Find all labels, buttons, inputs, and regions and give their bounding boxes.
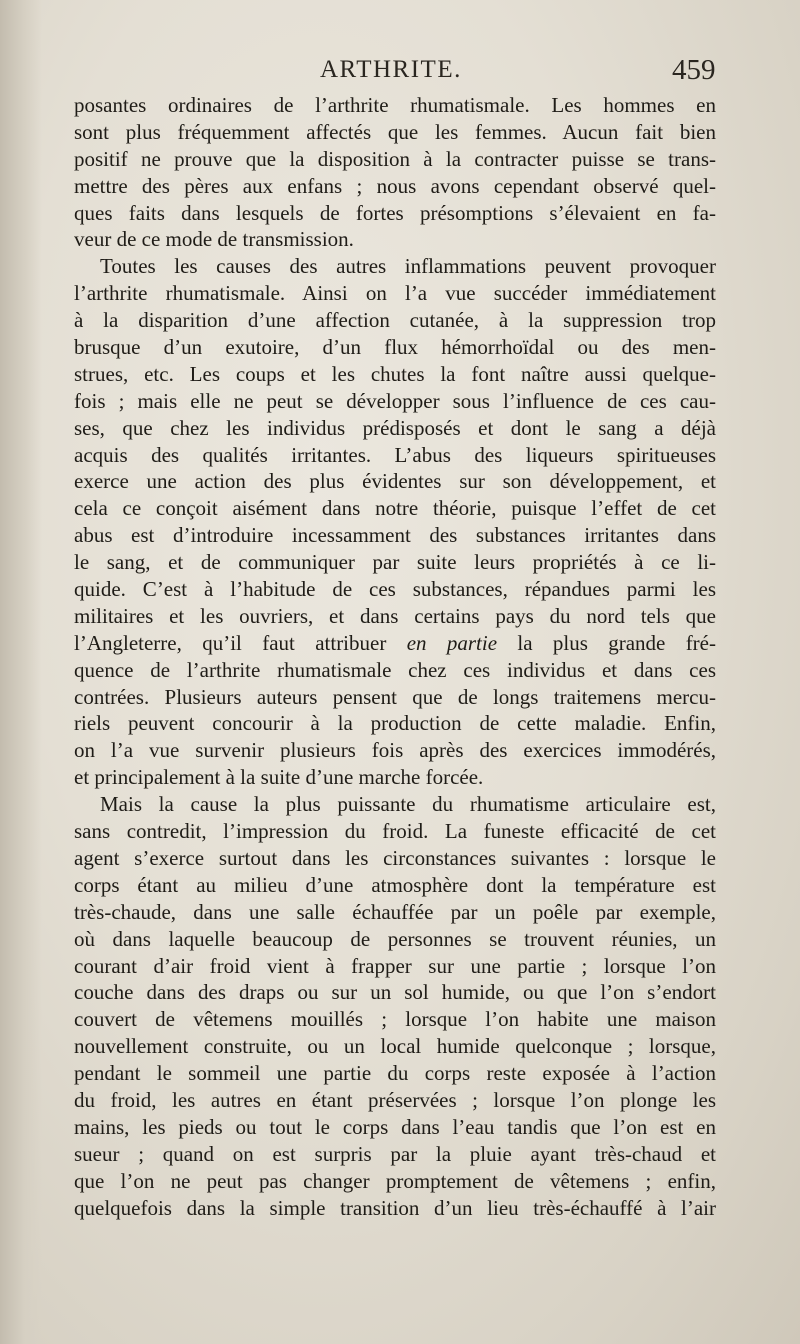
text-line: contrées. Plusieurs auteurs pensent que de longs traitemens mercu- [74, 684, 716, 709]
text-line: sueur ; quand on est surpris par la pluie ayant très-chaud et [74, 1141, 716, 1166]
text-line: sans contredit, l’impression du froid. La funeste efficacité de cet [74, 819, 716, 844]
text-line: veur de ce mode de transmission. [74, 227, 354, 252]
text-line: militaires et les ouvriers, et dans certains pays du nord tels que [74, 603, 716, 628]
text-line: courant d’air froid vient à frapper sur une partie ; lorsque l’on [74, 953, 716, 978]
text-line: mettre des pères aux enfans ; nous avons cependant observé quel- [74, 173, 716, 198]
body-text [74, 92, 716, 1221]
text-line: l’arthrite rhumatismale. Ainsi on l’a vue succéder immédiatement [74, 281, 716, 306]
text-line: du froid, les autres en étant préservées ; lorsque l’on plonge les [74, 1087, 716, 1112]
text-line: posantes ordinaires de l’arthrite rhumatismale. Les hommes en [74, 93, 716, 117]
text-line: quide. C’est à l’habitude de ces substances, répandues parmi les [74, 577, 716, 602]
text-line: mains, les pieds ou tout le corps dans l’eau tandis que l’on est en [74, 1114, 716, 1139]
text-line: et principalement à la suite d’une marche forcée. [74, 765, 484, 790]
text-line: cela ce conçoit aisément dans notre théorie, puisque l’effet de cet [74, 496, 716, 521]
text-line: strues, etc. Les coups et les chutes la font naître aussi quelque- [74, 361, 716, 386]
text-line: fois ; mais elle ne peut se développer sous l’influence de ces cau- [74, 388, 716, 413]
text-line: le sang, et de communiquer par suite leurs propriétés à ce li- [74, 550, 716, 575]
text-line: nouvellement construite, ou un local humide quelconque ; lorsque, [74, 1034, 716, 1059]
text-line: agent s’exerce surtout dans les circonstances suivantes : lorsque le [74, 845, 716, 870]
text-line: couvert de vêtemens mouillés ; lorsque l’on habite une maison [74, 1007, 716, 1032]
text-line: sont plus fréquemment affectés que les femmes. Aucun fait bien [74, 119, 716, 144]
text-line: on l’a vue survenir plusieurs fois après des exercices immodérés, [74, 738, 716, 763]
text-line: corps étant au milieu d’une atmosphère dont la température est [74, 872, 716, 897]
text-line: riels peuvent concourir à la production de cette maladie. Enfin, [74, 711, 716, 736]
text-line: positif ne prouve que la disposition à la contracter puisse se trans- [74, 146, 716, 171]
text-line: quence de l’arthrite rhumatismale chez ces individus et dans ces [74, 657, 716, 682]
text-line: brusque d’un exutoire, d’un flux hémorrhoïdal ou des men- [74, 335, 716, 360]
italic-phrase: en partie [406, 630, 498, 655]
running-title: ARTHRITE. [320, 56, 462, 83]
text-line: exerce une action des plus évidentes sur son développement, et [74, 469, 716, 494]
text-line: Mais la cause la plus puissante du rhumatisme articulaire est, [100, 792, 716, 817]
paragraph [74, 791, 716, 1221]
text-line: très-chaude, dans une salle échauffée par un poêle par exemple, [74, 899, 716, 924]
text-line: abus est d’introduire incessamment des substances irritantes dans [74, 523, 716, 548]
paragraph [74, 92, 716, 253]
page-number: 459 [672, 54, 716, 86]
text-line: ques faits dans lesquels de fortes présomptions s’élevaient en fa- [74, 200, 716, 225]
text-line: pendant le sommeil une partie du corps reste exposée à l’action [74, 1061, 716, 1086]
text-line: à la disparition d’une affection cutanée, à la suppression trop [74, 308, 716, 333]
text-line: quelquefois dans la simple transition d’un lieu très-échauffé à l’air [74, 1195, 716, 1220]
text-line: que l’on ne peut pas changer promptement de vêtemens ; enfin, [74, 1168, 716, 1193]
page-header [0, 56, 800, 90]
text-line: ses, que chez les individus prédisposés et dont le sang a déjà [74, 415, 716, 440]
paragraph [74, 253, 716, 791]
text-line: Toutes les causes des autres inflammations peuvent provoquer [100, 254, 716, 279]
text-line: couche dans des draps ou sur un sol humide, ou que l’on s’endort [74, 980, 716, 1005]
text-line: où dans laquelle beaucoup de personnes se trouvent réunies, un [74, 926, 716, 951]
text-line: acquis des qualités irritantes. L’abus des liqueurs spiritueuses [74, 442, 716, 467]
text-line: l’Angleterre, qu’il faut attribuer en partie la plus grande fré- [74, 630, 716, 655]
